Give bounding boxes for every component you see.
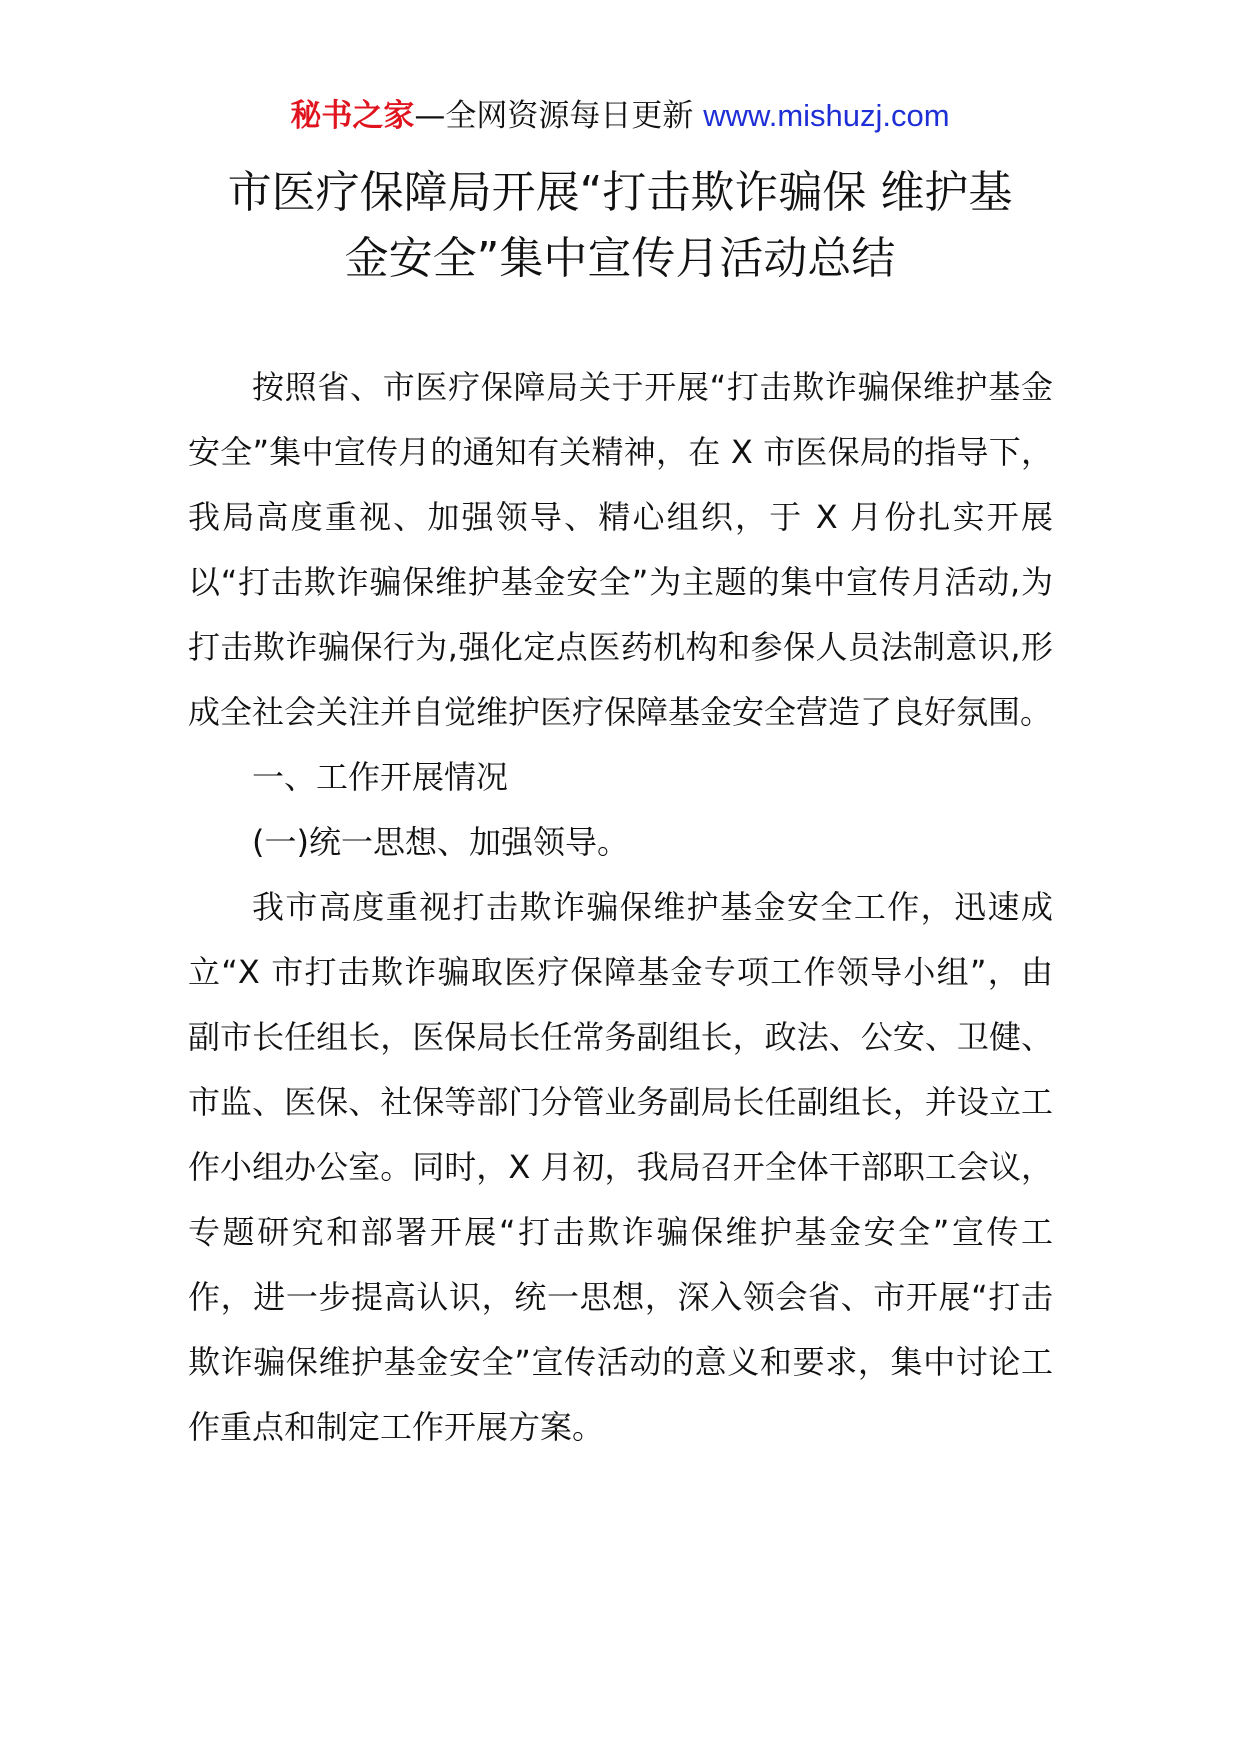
intro-paragraph: 按照省、市医疗保障局关于开展“打击欺诈骗保维护基金安全”集中宣传月的通知有关精神，在 X 市医保局的指导下，我局高度重视、加强领导、精心组织，于 X 月份扎实开展以“打击欺诈骗保维护基金安全”为主题的集中宣传月活动,为打击欺诈骗保行为,强化定点医药机构和参保人员法制意识,形成全社会关注并自觉维护医疗保障基金安全营造了良好氛围。 <box>188 368 1053 731</box>
site-url-link[interactable]: www.mishuzj.com <box>703 98 950 133</box>
document-body <box>188 355 1053 1460</box>
site-header <box>0 96 1240 136</box>
body-paragraph: 我市高度重视打击欺诈骗保维护基金安全工作，迅速成立“X 市打击欺诈骗取医疗保障基金专项工作领导小组”，由副市长任组长，医保局长任常务副组长，政法、公安、卫健、市监、医保、社保等部门分管业务副局长任副组长，并设立工作小组办公室。同时，X 月初，我局召开全体干部职工会议，专题研究和部署开展“打击欺诈骗保维护基金安全”宣传工作，进一步提高认识，统一思想，深入领会省、市开展“打击欺诈骗保维护基金安全”宣传活动的意义和要求，集中讨论工作重点和制定工作开展方案。 <box>188 888 1053 1446</box>
subsection-heading: (一)统一思想、加强领导。 <box>252 823 629 861</box>
document-title-line-2: 金安全”集中宣传月活动总结 <box>344 233 896 284</box>
site-brand: 秘书之家 <box>290 98 415 134</box>
document-title-line-1: 市医疗保障局开展“打击欺诈骗保 维护基 <box>227 167 1013 218</box>
site-tagline: —全网资源每日更新 <box>414 98 694 134</box>
section-heading: 一、工作开展情况 <box>252 758 509 796</box>
document-title <box>170 160 1070 292</box>
